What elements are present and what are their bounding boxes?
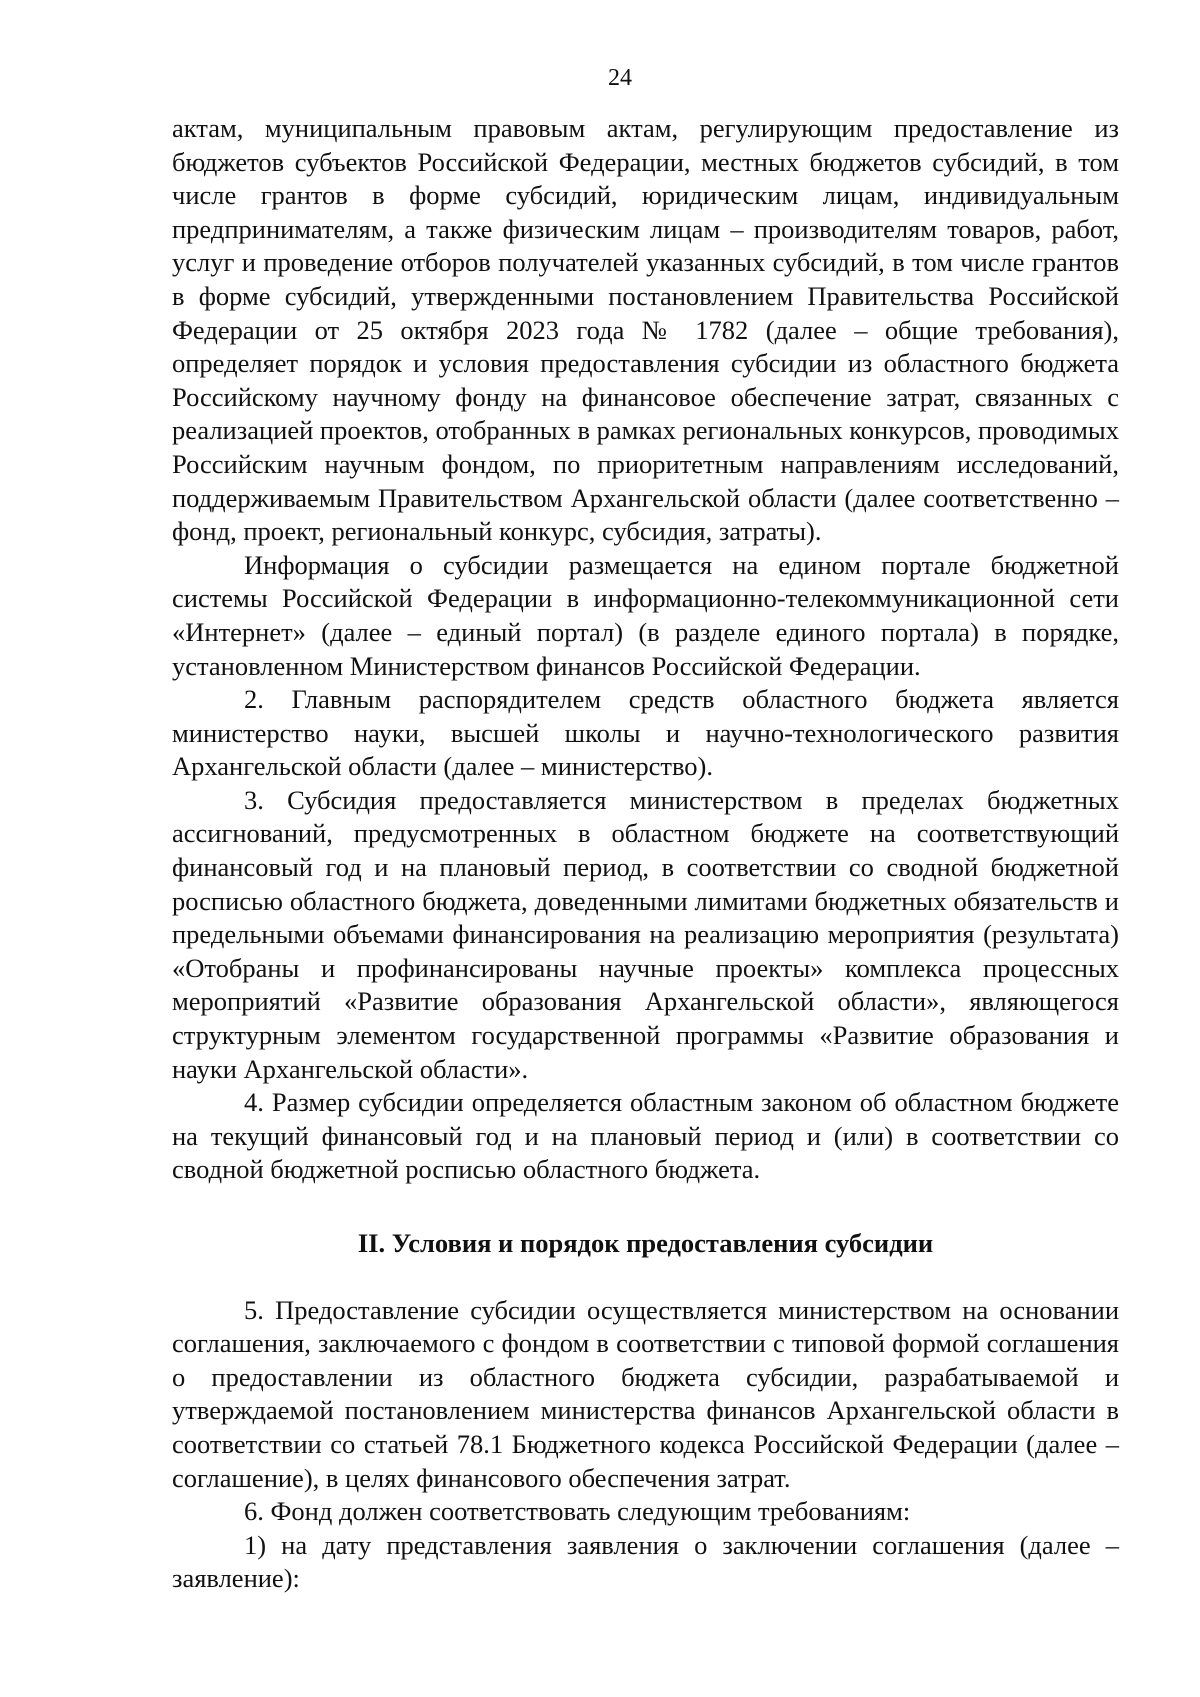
paragraph-item-5: 5. Предоставление субсидии осуществляется министерством на основании соглашения, заключаемого с фондом в соответствии с типовой формой соглашения о предоставлении из областного бюджета субсидии, разрабатываемой и утверждаемой постановлением министерства финансов Архангельской области в соответствии со статьей 78.1 Бюджетного кодекса Российской Федерации (далее – соглашение), в целях финансового обеспечения затрат. <box>172 1294 1119 1493</box>
paragraph-item-6: 6. Фонд должен соответствовать следующим требованиям: <box>244 1496 911 1527</box>
section-heading: II. Условия и порядок предоставления субсидии <box>357 1228 934 1258</box>
paragraph-subitem-1: 1) на дату представления заявления о заключении соглашения (далее – заявление): <box>172 1529 1119 1594</box>
page-number: 24 <box>608 65 632 91</box>
paragraph-portal-info: Информация о субсидии размещается на едином портале бюджетной системы Российской Федерации в информационно-телекоммуникационной сети «Интернет» (далее – единый портал) (в разделе единого портала) в порядке, установленном Министерством финансов Российской Федерации. <box>172 549 1119 681</box>
document-body <box>172 112 1119 1596</box>
paragraph-continuation: актам, муниципальным правовым актам, регулирующим предоставление из бюджетов субъектов Российской Федерации, местных бюджетов субсидий, в том числе грантов в форме субсидий, юридическим лицам, индивидуальным предпринимателям, а также физическим лицам – производителям товаров, работ, услуг и проведение отборов получателей указанных субсидий, в том числе грантов в форме субсидий, утвержденными постановлением Правительства Российской Федерации от 25 октября 2023 года № 1782 (далее – общие требования), определяет порядок и условия предоставления субсидии из областного бюджета Российскому научному фонду на финансовое обеспечение затрат, связанных с реализацией проектов, отобранных в рамках региональных конкурсов, проводимых Российским научным фондом, по приоритетным направлениям исследований, поддерживаемым Правительством Архангельской области (далее соответственно – фонд, проект, региональный конкурс, субсидия, затраты). <box>172 113 1119 547</box>
paragraph-item-4: 4. Размер субсидии определяется областным законом об областном бюджете на текущий финансовый год и на плановый период и (или) в соответствии со сводной бюджетной росписью областного бюджета. <box>172 1087 1119 1185</box>
paragraph-item-2: 2. Главным распорядителем средств областного бюджета является министерство науки, высшей школы и научно-технологического развития Архангельской области (далее – министерство). <box>172 684 1119 782</box>
paragraph-item-3: 3. Субсидия предоставляется министерством в пределах бюджетных ассигнований, предусмотренных в областном бюджете на соответствующий финансовый год и на плановый период, в соответствии со сводной бюджетной росписью областного бюджета, доведенными лимитами бюджетных обязательств и предельными объемами финансирования на реализацию мероприятия (результата) «Отобраны и профинансированы научные проекты» комплекса процессных мероприятий «Развитие образования Архангельской области», являющегося структурным элементом государственной программы «Развитие образования и науки Архангельской области». <box>172 784 1119 1084</box>
